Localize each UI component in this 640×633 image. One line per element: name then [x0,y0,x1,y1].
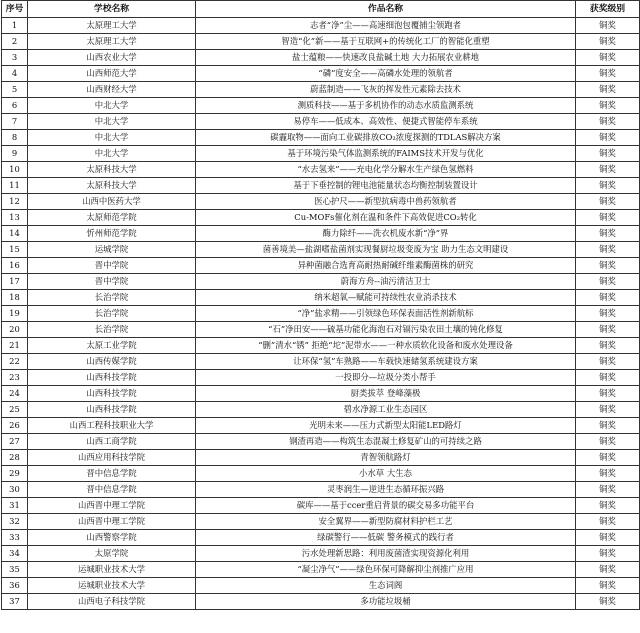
cell-work: 让环保“氢”车熟路——车载快速储氢系统建设方案 [196,354,576,370]
cell-school: 山西电子科技学院 [28,594,196,610]
cell-award: 铜奖 [576,210,640,226]
cell-school: 太原工业学院 [28,338,196,354]
cell-award: 铜奖 [576,546,640,562]
cell-index: 9 [2,146,28,162]
cell-school: 中北大学 [28,146,196,162]
cell-award: 铜奖 [576,258,640,274]
table-row [2,18,640,34]
table-row [2,418,640,434]
table-row [2,130,640,146]
cell-award: 铜奖 [576,578,640,594]
table-row [2,578,640,594]
table-row [2,82,640,98]
cell-index: 28 [2,450,28,466]
table-row [2,178,640,194]
cell-work: 纳米超氧—赋能可持续性农业消杀技术 [196,290,576,306]
cell-award: 铜奖 [576,322,640,338]
cell-index: 29 [2,466,28,482]
cell-award: 铜奖 [576,498,640,514]
cell-award: 铜奖 [576,290,640,306]
table-row [2,402,640,418]
cell-index: 35 [2,562,28,578]
cell-work: 灵枣润生—逆进生态循环振兴路 [196,482,576,498]
cell-award: 铜奖 [576,18,640,34]
cell-work: 异种菌融合选育高耐热耐碱纤维素酶菌株的研究 [196,258,576,274]
cell-school: 太原理工大学 [28,34,196,50]
cell-school: 长治学院 [28,290,196,306]
cell-award: 铜奖 [576,50,640,66]
cell-school: 山西传媒学院 [28,354,196,370]
cell-work: 多功能垃圾桶 [196,594,576,610]
cell-award: 铜奖 [576,562,640,578]
cell-work: 碧水净源工业生态园区 [196,402,576,418]
cell-award: 铜奖 [576,178,640,194]
table-row [2,498,640,514]
cell-index: 14 [2,226,28,242]
table-row [2,290,640,306]
cell-index: 36 [2,578,28,594]
cell-school: 运城职业技术大学 [28,562,196,578]
cell-school: 山西农业大学 [28,50,196,66]
cell-index: 27 [2,434,28,450]
cell-award: 铜奖 [576,402,640,418]
cell-work: 碳霾取物——面向工业碳排放CO₂浓度探测的TDLAS解决方案 [196,130,576,146]
cell-index: 24 [2,386,28,402]
cell-index: 34 [2,546,28,562]
cell-school: 山西中医药大学 [28,194,196,210]
table-row [2,530,640,546]
cell-award: 铜奖 [576,66,640,82]
cell-index: 26 [2,418,28,434]
cell-school: 中北大学 [28,130,196,146]
table-body [2,18,640,610]
table-row [2,370,640,386]
table-row [2,594,640,610]
cell-work: 基于环境污染气体监测系统的FAIMS技术开发与优化 [196,146,576,162]
cell-school: 运城职业技术大学 [28,578,196,594]
cell-school: 中北大学 [28,114,196,130]
table-row [2,434,640,450]
cell-work: 菌善境美—盐湖嗜盐菌剂实现餐厨垃圾变废为宝 助力生态文明建设 [196,242,576,258]
table-row [2,258,640,274]
table-row [2,226,640,242]
cell-work: 一投即分—垃圾分类小帮手 [196,370,576,386]
cell-index: 30 [2,482,28,498]
cell-school: 山西应用科技学院 [28,450,196,466]
cell-index: 13 [2,210,28,226]
cell-school: 山西财经大学 [28,82,196,98]
cell-index: 3 [2,50,28,66]
cell-work: 志者“净”尘——高速细泡包覆捕尘领跑者 [196,18,576,34]
cell-award: 铜奖 [576,450,640,466]
cell-index: 7 [2,114,28,130]
cell-work: 基于下垂控制的锂电池能量状态均衡控制装置设计 [196,178,576,194]
cell-school: 山西晋中理工学院 [28,498,196,514]
cell-school: 山西科技学院 [28,402,196,418]
cell-work: 光明未来——压力式新型太阳能LED路灯 [196,418,576,434]
cell-school: 山西科技学院 [28,386,196,402]
table-row [2,210,640,226]
cell-index: 20 [2,322,28,338]
cell-index: 5 [2,82,28,98]
cell-index: 22 [2,354,28,370]
cell-work: Cu-MOFs催化剂在温和条件下高效促进CO₂转化 [196,210,576,226]
cell-award: 铜奖 [576,482,640,498]
cell-school: 山西警察学院 [28,530,196,546]
cell-index: 11 [2,178,28,194]
cell-work: 安全翼界——新型防腐材料护栏工艺 [196,514,576,530]
cell-award: 铜奖 [576,130,640,146]
cell-school: 晋中学院 [28,258,196,274]
cell-school: 山西师范大学 [28,66,196,82]
table-row [2,194,640,210]
table-row [2,546,640,562]
cell-work: 盐士蕴粮——快速改良盐碱土地 大力拓展农业耕地 [196,50,576,66]
cell-award: 铜奖 [576,306,640,322]
cell-school: 忻州师范学院 [28,226,196,242]
table-row [2,562,640,578]
cell-school: 太原学院 [28,546,196,562]
cell-school: 山西晋中理工学院 [28,514,196,530]
cell-award: 铜奖 [576,194,640,210]
cell-award: 铜奖 [576,242,640,258]
cell-index: 31 [2,498,28,514]
cell-award: 铜奖 [576,386,640,402]
table-row [2,34,640,50]
cell-index: 2 [2,34,28,50]
cell-award: 铜奖 [576,466,640,482]
cell-index: 12 [2,194,28,210]
cell-school: 山西科技学院 [28,370,196,386]
cell-work: 测质科技——基于多机协作的动态水质监测系统 [196,98,576,114]
cell-school: 运城学院 [28,242,196,258]
cell-school: 山西工商学院 [28,434,196,450]
cell-work: 钢渣再造——构筑生态混凝土修复矿山的可持续之路 [196,434,576,450]
cell-work: “石”净田安——硫基功能化海泡石对镉污染农田土壤的钝化修复 [196,322,576,338]
table-row [2,386,640,402]
table-row [2,146,640,162]
cell-award: 铜奖 [576,434,640,450]
cell-award: 铜奖 [576,338,640,354]
cell-award: 铜奖 [576,354,640,370]
cell-index: 6 [2,98,28,114]
cell-work: 绿碳警行——低碳 警务模式的践行者 [196,530,576,546]
cell-school: 晋中学院 [28,274,196,290]
cell-work: “净”盐求精——引领绿色环保表面活性剂新航标 [196,306,576,322]
cell-school: 晋中信息学院 [28,482,196,498]
cell-index: 19 [2,306,28,322]
cell-work: 碳库——基于ccer重启背景的碳交易多功能平台 [196,498,576,514]
table-row [2,338,640,354]
cell-award: 铜奖 [576,146,640,162]
cell-award: 铜奖 [576,34,640,50]
cell-work: 易停车——低成本、高效性、便捷式智能停车系统 [196,114,576,130]
cell-index: 17 [2,274,28,290]
table-row [2,242,640,258]
header-row [2,1,640,18]
awards-table [1,0,640,610]
cell-work: “凝尘净气”——绿色环保可降解抑尘剂推广应用 [196,562,576,578]
cell-school: 晋中信息学院 [28,466,196,482]
cell-work: “水去氢来”——充电化学分解水生产绿色氢燃料 [196,162,576,178]
cell-award: 铜奖 [576,162,640,178]
cell-index: 16 [2,258,28,274]
cell-index: 25 [2,402,28,418]
cell-index: 33 [2,530,28,546]
table-row [2,98,640,114]
cell-index: 10 [2,162,28,178]
header-school: 学校名称 [28,1,196,18]
table-row [2,354,640,370]
cell-work: 小水草 大生态 [196,466,576,482]
cell-work: 污水处理新思路：利用废菌渣实现资源化利用 [196,546,576,562]
cell-work: 医心护尺——新型抗病毒中兽药领航者 [196,194,576,210]
cell-award: 铜奖 [576,82,640,98]
cell-school: 中北大学 [28,98,196,114]
cell-work: 蔚海方舟--油污清洁卫士 [196,274,576,290]
cell-index: 37 [2,594,28,610]
cell-index: 21 [2,338,28,354]
table-row [2,66,640,82]
header-index: 序号 [2,1,28,18]
cell-award: 铜奖 [576,514,640,530]
cell-index: 4 [2,66,28,82]
table-row [2,466,640,482]
table-row [2,274,640,290]
cell-index: 23 [2,370,28,386]
cell-award: 铜奖 [576,114,640,130]
cell-work: 蔚蓝制造——飞灰的挥发性元素除去技术 [196,82,576,98]
cell-work: 青智领航路灯 [196,450,576,466]
cell-school: 长治学院 [28,322,196,338]
cell-work: 酶力除纤——洗衣机废水新“净”界 [196,226,576,242]
cell-award: 铜奖 [576,274,640,290]
cell-award: 铜奖 [576,530,640,546]
cell-index: 32 [2,514,28,530]
cell-award: 铜奖 [576,418,640,434]
table-row [2,114,640,130]
cell-school: 太原科技大学 [28,178,196,194]
table-row [2,306,640,322]
table-row [2,514,640,530]
table-row [2,162,640,178]
table-row [2,50,640,66]
cell-work: 智造“化”新——基于互联网+的传统化工厂的智能化重塑 [196,34,576,50]
cell-award: 铜奖 [576,594,640,610]
header-work: 作品名称 [196,1,576,18]
cell-index: 8 [2,130,28,146]
cell-award: 铜奖 [576,370,640,386]
table-row [2,322,640,338]
cell-award: 铜奖 [576,226,640,242]
cell-school: 山西工程科技职业大学 [28,418,196,434]
table-row [2,450,640,466]
table-row [2,482,640,498]
cell-index: 15 [2,242,28,258]
cell-index: 18 [2,290,28,306]
cell-school: 太原师范学院 [28,210,196,226]
cell-work: 生态词阁 [196,578,576,594]
cell-work: “磷”度安全——高磷水处理的领航者 [196,66,576,82]
cell-work: 厨类拔萃 登峰藻极 [196,386,576,402]
cell-work: “删”清水“锈” 拒绝“坨”泥带水——一种水质软化设备和废水处理设备 [196,338,576,354]
cell-school: 太原科技大学 [28,162,196,178]
cell-award: 铜奖 [576,98,640,114]
cell-school: 太原理工大学 [28,18,196,34]
cell-index: 1 [2,18,28,34]
cell-school: 长治学院 [28,306,196,322]
header-award: 获奖级别 [576,1,640,18]
